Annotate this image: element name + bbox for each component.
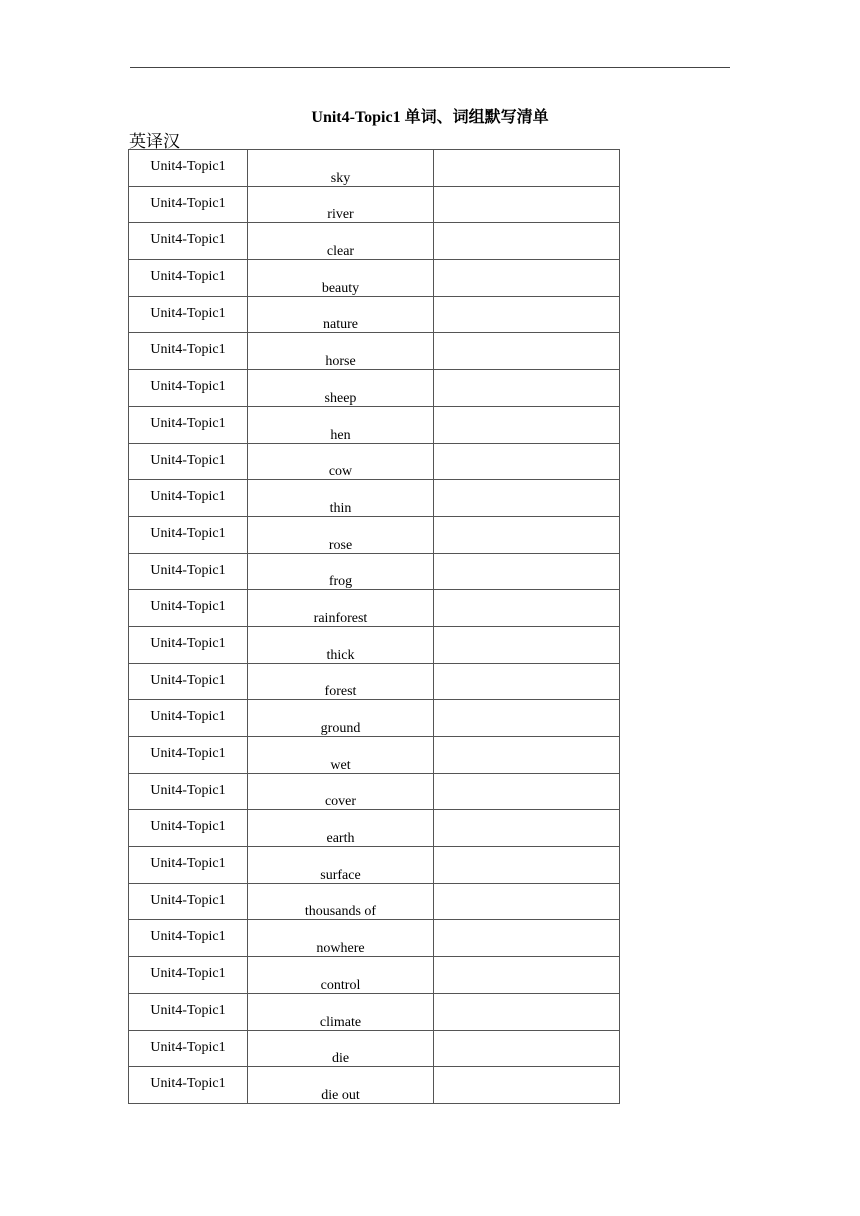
- word-cell: [248, 957, 434, 994]
- answer-cell[interactable]: [434, 553, 620, 590]
- word-cell: [248, 700, 434, 737]
- table-row: [129, 847, 620, 884]
- answer-cell[interactable]: [434, 333, 620, 370]
- english-word: sheep: [324, 390, 357, 406]
- table-row: [129, 920, 620, 957]
- unit-label: Unit4-Topic1: [150, 929, 226, 945]
- table-row: [129, 150, 620, 187]
- unit-cell: [129, 700, 248, 737]
- unit-cell: [129, 443, 248, 480]
- table-row: [129, 333, 620, 370]
- unit-label: Unit4-Topic1: [150, 379, 226, 395]
- answer-cell[interactable]: [434, 406, 620, 443]
- unit-label: Unit4-Topic1: [150, 966, 226, 982]
- answer-cell[interactable]: [434, 773, 620, 810]
- word-cell: [248, 296, 434, 333]
- word-cell: [248, 516, 434, 553]
- unit-label: Unit4-Topic1: [150, 746, 226, 761]
- unit-cell: [129, 810, 248, 847]
- table-row: [129, 553, 620, 590]
- answer-cell[interactable]: [434, 737, 620, 774]
- unit-label: Unit4-Topic1: [150, 525, 226, 541]
- page-title: Unit4-Topic1 单词、词组默写清单: [311, 109, 549, 126]
- english-word: die: [331, 1051, 350, 1067]
- table-row: [129, 296, 620, 333]
- table-row: [129, 443, 620, 480]
- english-word: thin: [329, 500, 352, 516]
- unit-cell: [129, 737, 248, 774]
- unit-cell: [129, 626, 248, 663]
- word-cell: [248, 920, 434, 957]
- word-cell: [248, 590, 434, 627]
- unit-label: Unit4-Topic1: [150, 232, 226, 248]
- table-row: [129, 737, 620, 774]
- unit-cell: [129, 370, 248, 407]
- section-label: 英译汉: [129, 132, 180, 152]
- unit-label: Unit4-Topic1: [150, 269, 226, 285]
- answer-cell[interactable]: [434, 1030, 620, 1067]
- word-cell: [248, 883, 434, 920]
- table-row: [129, 663, 620, 700]
- word-cell: [248, 993, 434, 1030]
- answer-cell[interactable]: [434, 847, 620, 884]
- english-word: beauty: [321, 280, 360, 296]
- english-word: frog: [328, 574, 353, 590]
- unit-cell: [129, 186, 248, 223]
- unit-cell: [129, 957, 248, 994]
- word-cell: [248, 443, 434, 480]
- table-row: [129, 1067, 620, 1104]
- table-row: [129, 260, 620, 297]
- english-word: surface: [320, 867, 361, 883]
- unit-label: Unit4-Topic1: [150, 856, 226, 872]
- answer-cell[interactable]: [434, 626, 620, 663]
- table-row: [129, 186, 620, 223]
- english-word: forest: [324, 684, 357, 700]
- english-word: die out: [321, 1087, 360, 1103]
- table-row: [129, 957, 620, 994]
- unit-label: Unit4-Topic1: [150, 452, 226, 468]
- table-row: [129, 406, 620, 443]
- unit-cell: [129, 1067, 248, 1104]
- unit-label: Unit4-Topic1: [150, 635, 226, 651]
- answer-cell[interactable]: [434, 186, 620, 223]
- english-word: nature: [323, 317, 358, 333]
- unit-label: Unit4-Topic1: [150, 672, 226, 688]
- unit-cell: [129, 883, 248, 920]
- answer-cell[interactable]: [434, 443, 620, 480]
- unit-cell: [129, 847, 248, 884]
- answer-cell[interactable]: [434, 920, 620, 957]
- answer-cell[interactable]: [434, 223, 620, 260]
- unit-label: Unit4-Topic1: [150, 1002, 226, 1018]
- word-cell: [248, 773, 434, 810]
- answer-cell[interactable]: [434, 663, 620, 700]
- table-row: [129, 993, 620, 1030]
- unit-label: Unit4-Topic1: [150, 159, 226, 174]
- answer-cell[interactable]: [434, 480, 620, 517]
- english-word: thousands of: [304, 904, 377, 920]
- unit-label: Unit4-Topic1: [150, 819, 226, 835]
- unit-cell: [129, 223, 248, 260]
- vocabulary-table: [128, 149, 620, 1104]
- table-row: [129, 810, 620, 847]
- english-word: wet: [330, 757, 351, 773]
- english-word: rainforest: [313, 610, 368, 626]
- unit-label: Unit4-Topic1: [150, 489, 226, 505]
- table-row: [129, 223, 620, 260]
- word-cell: [248, 1030, 434, 1067]
- unit-cell: [129, 993, 248, 1030]
- answer-cell[interactable]: [434, 296, 620, 333]
- word-cell: [248, 150, 434, 187]
- unit-cell: [129, 1030, 248, 1067]
- unit-label: Unit4-Topic1: [150, 1076, 226, 1092]
- english-word: nowhere: [316, 941, 365, 957]
- answer-cell[interactable]: [434, 883, 620, 920]
- table-row: [129, 773, 620, 810]
- english-word: river: [327, 207, 354, 223]
- unit-label: Unit4-Topic1: [150, 782, 226, 798]
- word-cell: [248, 260, 434, 297]
- word-cell: [248, 480, 434, 517]
- answer-cell[interactable]: [434, 700, 620, 737]
- vocabulary-table-body: [129, 150, 620, 1104]
- word-cell: [248, 1067, 434, 1104]
- unit-cell: [129, 406, 248, 443]
- word-cell: [248, 847, 434, 884]
- english-word: sky: [330, 170, 351, 186]
- unit-label: Unit4-Topic1: [150, 195, 226, 211]
- english-word: horse: [325, 354, 356, 370]
- word-cell: [248, 370, 434, 407]
- word-cell: [248, 406, 434, 443]
- unit-cell: [129, 480, 248, 517]
- unit-label: Unit4-Topic1: [150, 562, 226, 578]
- unit-cell: [129, 150, 248, 187]
- unit-cell: [129, 773, 248, 810]
- unit-label: Unit4-Topic1: [150, 709, 226, 725]
- answer-cell[interactable]: [434, 260, 620, 297]
- table-row: [129, 370, 620, 407]
- unit-cell: [129, 333, 248, 370]
- english-word: clear: [326, 244, 355, 260]
- english-word: earth: [326, 831, 355, 847]
- word-cell: [248, 223, 434, 260]
- answer-cell[interactable]: [434, 957, 620, 994]
- answer-cell[interactable]: [434, 150, 620, 187]
- table-row: [129, 883, 620, 920]
- word-cell: [248, 810, 434, 847]
- unit-cell: [129, 296, 248, 333]
- word-cell: [248, 553, 434, 590]
- answer-cell[interactable]: [434, 1067, 620, 1104]
- unit-label: Unit4-Topic1: [150, 305, 226, 321]
- unit-cell: [129, 920, 248, 957]
- word-cell: [248, 737, 434, 774]
- english-word: cover: [324, 794, 357, 810]
- english-word: ground: [320, 721, 361, 736]
- unit-label: Unit4-Topic1: [150, 892, 226, 908]
- english-word: cow: [328, 464, 353, 480]
- word-cell: [248, 663, 434, 700]
- table-row: [129, 1030, 620, 1067]
- table-row: [129, 626, 620, 663]
- unit-label: Unit4-Topic1: [150, 1039, 226, 1055]
- answer-cell[interactable]: [434, 370, 620, 407]
- table-row: [129, 516, 620, 553]
- unit-label: Unit4-Topic1: [150, 599, 226, 615]
- header-rule: [130, 67, 730, 68]
- table-row: [129, 700, 620, 737]
- word-cell: [248, 186, 434, 223]
- english-word: climate: [319, 1014, 362, 1030]
- table-row: [129, 480, 620, 517]
- unit-label: Unit4-Topic1: [150, 342, 226, 358]
- word-cell: [248, 626, 434, 663]
- english-word: hen: [330, 427, 351, 443]
- answer-cell[interactable]: [434, 590, 620, 627]
- english-word: control: [320, 977, 361, 993]
- table-row: [129, 590, 620, 627]
- answer-cell[interactable]: [434, 516, 620, 553]
- unit-cell: [129, 516, 248, 553]
- english-word: thick: [326, 647, 355, 663]
- unit-cell: [129, 663, 248, 700]
- unit-label: Unit4-Topic1: [150, 415, 226, 431]
- unit-cell: [129, 553, 248, 590]
- unit-cell: [129, 590, 248, 627]
- english-word: rose: [328, 537, 353, 553]
- answer-cell[interactable]: [434, 810, 620, 847]
- answer-cell[interactable]: [434, 993, 620, 1030]
- word-cell: [248, 333, 434, 370]
- unit-cell: [129, 260, 248, 297]
